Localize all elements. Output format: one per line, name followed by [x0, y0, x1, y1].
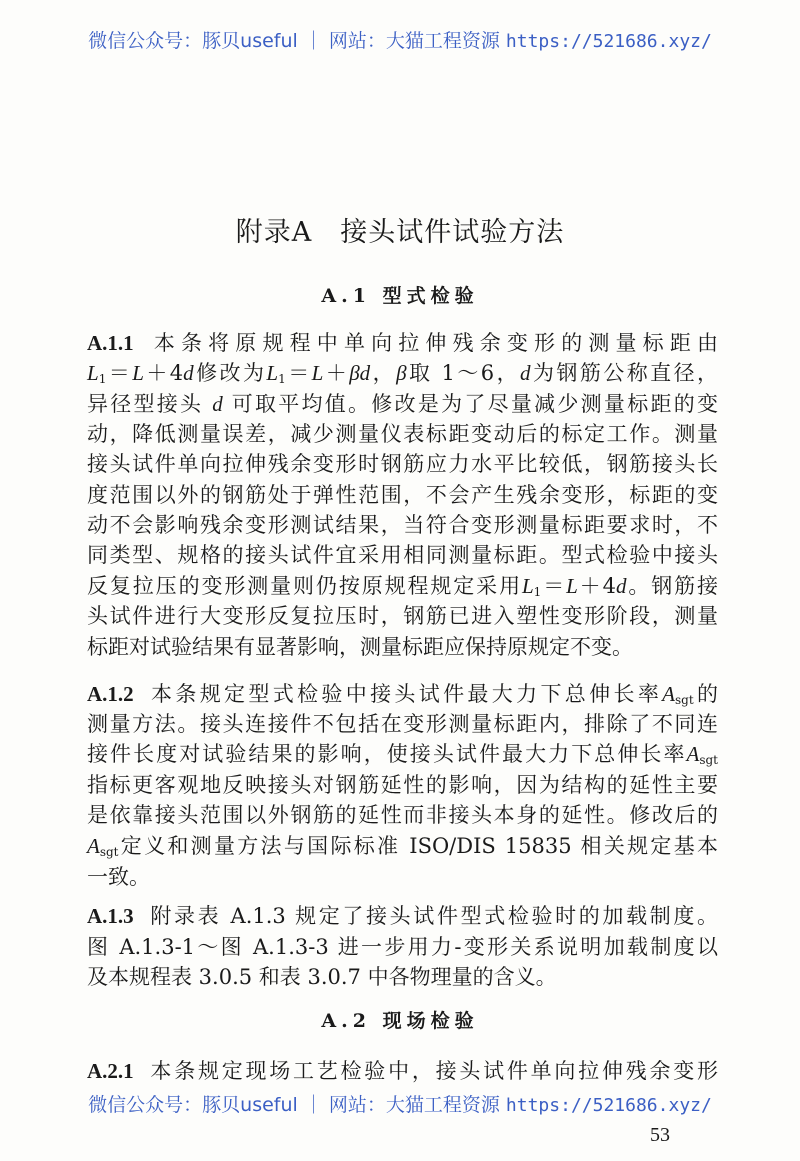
text-span: 头试件进行大变形反复拉压时，钢筋已进入塑性变形阶段，测量: [87, 604, 718, 628]
text-span: ＋4: [143, 361, 184, 385]
text-span: d: [520, 361, 531, 385]
section-heading-a2: A.2 现场检验: [321, 1010, 479, 1032]
watermark-top: [0, 30, 800, 53]
text-span: L: [132, 361, 144, 385]
text-span: 为钢筋公称直径，: [530, 361, 719, 385]
text-line: [87, 709, 718, 739]
text-span: L: [87, 361, 99, 385]
appendix-title: 附录A 接头试件试验方法: [235, 217, 565, 248]
text-span: A: [662, 682, 675, 706]
text-span: d: [212, 392, 223, 416]
text-span: d: [183, 361, 194, 385]
text-span: 指标更客观地反映接头对钢筋延性的影响，因为结构的延性主要: [87, 773, 718, 797]
text-span: 本条规定型式检验中接头试件最大力下总伸长率: [147, 682, 663, 706]
text-line: [87, 328, 718, 358]
text-span: 接头试件单向拉伸残余变形时钢筋应力水平比较低，钢筋接头长: [87, 452, 718, 476]
text-span: 一致。: [87, 865, 150, 889]
page-number: 53: [650, 1124, 670, 1146]
text-line: [87, 932, 718, 962]
clause-number: A.1.1: [87, 331, 134, 355]
text-span: 本条将原规程中单向拉伸残余变形的测量标距由: [147, 331, 718, 355]
text-span: L: [311, 361, 324, 385]
text-span: 是依靠接头范围以外钢筋的延性而非接头本身的延性。修改后的: [87, 803, 718, 827]
text-line: [87, 862, 718, 892]
text-span: ＋4: [577, 574, 616, 598]
text-span: 1: [278, 372, 286, 386]
text-span: 图 A.1.3-1～图 A.1.3-3 进一步用力-变形关系说明加载制度以: [87, 935, 718, 959]
text-span: 本条规定现场工艺检验中，接头试件单向拉伸残余变形: [147, 1059, 718, 1083]
text-span: A: [686, 742, 700, 766]
text-span: sgt: [675, 693, 694, 707]
text-line: [87, 601, 718, 631]
text-span: 反复拉压的变形测量则仍按原规程规定采用: [87, 574, 522, 598]
text-line: [87, 770, 718, 800]
text-span: βd: [349, 361, 371, 385]
text-span: 接件长度对试验结果的影响，使接头试件最大力下总伸长率: [87, 742, 687, 766]
text-span: ＝: [106, 361, 133, 385]
text-line: [87, 480, 718, 510]
text-span: 定义和测量方法与国际标准 ISO/DIS 15835 相关规定基本: [118, 834, 718, 858]
text-span: ＝: [541, 574, 567, 598]
text-span: sgt: [99, 845, 119, 859]
text-span: d: [615, 574, 627, 598]
watermark-bottom: [0, 1094, 800, 1117]
text-line: [87, 449, 718, 479]
text-line: [87, 540, 718, 570]
text-line: [87, 800, 718, 830]
clause-number: A.2.1: [87, 1059, 134, 1083]
text-line: [87, 901, 718, 931]
text-span: 度范围以外的钢筋处于弹性范围，不会产生残余变形，标距的变: [87, 483, 718, 507]
text-span: ＋: [323, 361, 350, 385]
watermark-text: 微信公众号：豚贝useful ｜ 网站：大猫工程资源: [88, 1094, 506, 1116]
text-span: 动，降低测量误差，减少测量仪表标距变动后的标定工作。测量: [87, 422, 718, 446]
text-span: L: [566, 574, 578, 598]
text-line: [87, 962, 718, 992]
text-span: 取 1～6，: [406, 361, 521, 385]
watermark-url: https://521686.xyz/: [505, 1095, 712, 1116]
watermark-url: https://521686.xyz/: [505, 31, 712, 52]
text-span: 修改为: [193, 361, 267, 385]
text-span: 1: [98, 372, 107, 386]
text-span: ，: [370, 361, 397, 385]
text-span: L: [266, 361, 279, 385]
text-span: 的: [693, 682, 719, 706]
text-line: [87, 389, 718, 419]
watermark-text: 微信公众号：豚贝useful ｜ 网站：大猫工程资源: [88, 30, 506, 52]
text-span: sgt: [699, 753, 718, 767]
text-span: 测量方法。接头连接件不包括在变形测量标距内，排除了不同连: [87, 712, 718, 736]
text-span: 。钢筋接: [626, 574, 719, 598]
text-span: 及本规程表 3.0.5 和表 3.0.7 中各物理量的含义。: [87, 965, 557, 989]
text-line: [87, 632, 718, 662]
text-span: 附录表 A.1.3 规定了接头试件型式检验时的加载制度。: [147, 904, 718, 928]
text-span: L: [521, 574, 534, 598]
text-span: 1: [533, 585, 542, 599]
text-span: 异径型接头: [87, 392, 213, 416]
text-span: ＝: [285, 361, 312, 385]
text-span: 同类型、规格的接头试件宜采用相同测量标距。型式检验中接头: [87, 543, 718, 567]
text-span: A: [87, 834, 100, 858]
text-span: 可取平均值。修改是为了尽量减少测量标距的变: [222, 392, 718, 416]
section-heading-a1: A.1 型式检验: [321, 285, 479, 307]
clause-number: A.1.2: [87, 682, 134, 706]
text-line: [87, 419, 718, 449]
text-span: 标距对试验结果有显著影响，测量标距应保持原规定不变。: [87, 635, 633, 659]
text-line: [87, 510, 718, 540]
text-span: β: [396, 361, 407, 385]
text-line: [87, 1056, 718, 1086]
clause-number: A.1.3: [87, 904, 134, 928]
text-span: 动不会影响残余变形测试结果，当符合变形测量标距要求时，不: [87, 513, 718, 537]
